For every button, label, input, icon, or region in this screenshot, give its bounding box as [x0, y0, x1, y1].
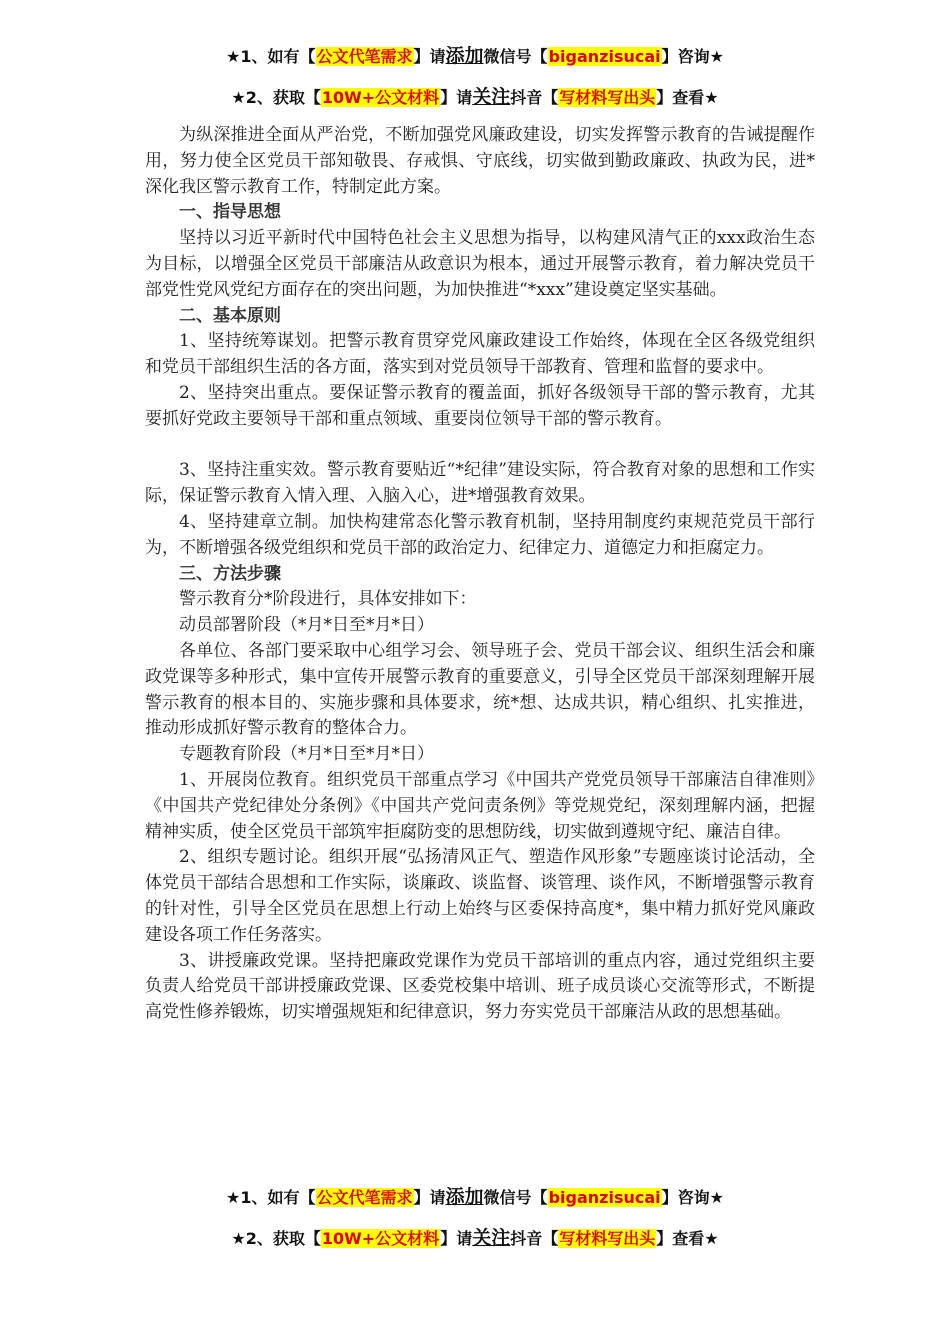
banner-text: ★2、获取【: [231, 88, 321, 107]
wechat-id: biganzisucai: [548, 47, 661, 66]
paragraph: 3、坚持注重实效。警示教育要贴近“*纪律”建设实际，符合教育对象的思想和工作实际，保证警示教育入情入理、入脑入心，进*增强教育效果。: [145, 460, 815, 507]
promo-banner-top-line1: [0, 45, 950, 68]
promo-banner-bottom-line2: [0, 1227, 950, 1250]
paragraph: 坚持以习近平新时代中国特色社会主义思想为指导，以构建风清气正的xxx政治生态为目标，以增强全区党员干部廉洁从政意识为根本，通过开展警示教育，着力解决党员干部党性党风党纪方面存在的突出问题，为加快推进“*xxx”建设奠定坚实基础。: [145, 228, 815, 300]
emphasis-text: 添加: [445, 1186, 484, 1208]
section-heading: 三、方法步骤: [179, 563, 281, 584]
promo-banner-top-line2: [0, 86, 950, 109]
highlight-text: 公文代笔需求: [316, 1188, 413, 1207]
paragraph: 警示教育分*阶段进行，具体安排如下：: [179, 589, 477, 610]
banner-text: 】请: [440, 1229, 473, 1248]
paragraph: 动员部署阶段（*月*日至*月*日）: [179, 615, 434, 636]
paragraph: 2、坚持突出重点。要保证警示教育的覆盖面，抓好各级领导干部的警示教育，尤其要抓好党政主要领导干部和重点领域、重要岗位领导干部的警示教育。: [145, 382, 815, 429]
banner-text: 】查看★: [656, 1229, 719, 1248]
banner-text: 微信号【: [483, 1188, 548, 1207]
banner-text: 】咨询★: [661, 1188, 724, 1207]
paragraph: 1、开展岗位教育。组织党员干部重点学习《中国共产党党员领导干部廉洁自律准则》《中国共产党纪律处分条例》《中国共产党问责条例》等党规党纪，深刻理解内涵，把握精神实质，使全区党员干部筑牢拒腐防变的思想防线，切实做到遵规守纪、廉洁自律。: [145, 769, 815, 842]
banner-text: 】咨询★: [661, 47, 724, 66]
wechat-id: biganzisucai: [548, 1188, 661, 1207]
banner-text: ★2、获取【: [231, 1229, 321, 1248]
highlight-text: 10W+公文材料: [321, 88, 440, 107]
document-body: [145, 123, 815, 1026]
douyin-account: 写材料写出头: [559, 1229, 656, 1248]
douyin-account: 写材料写出头: [559, 88, 656, 107]
banner-text: 】查看★: [656, 88, 719, 107]
paragraph: 专题教育阶段（*月*日至*月*日）: [179, 744, 434, 765]
paragraph: 各单位、各部门要采取中心组学习会、领导班子会、党员干部会议、组织生活会和廉政党课等多种形式，集中宣传开展警示教育的重要意义，引导全区党员干部深刻理解开展警示教育的根本目的、实施步骤和具体要求，统*想、达成共识，精心组织、扎实推进，推动形成抓好警示教育的整体合力。: [145, 640, 815, 739]
paragraph: 1、坚持统筹谋划。把警示教育贯穿党风廉政建设工作始终，体现在全区各级党组织和党员干部组织生活的各方面，落实到对党员领导干部教育、管理和监督的要求中。: [145, 331, 815, 378]
emphasis-text: 关注: [472, 1227, 511, 1249]
banner-text: ★1、如有【: [226, 47, 316, 66]
paragraph: 3、讲授廉政党课。坚持把廉政党课作为党员干部培训的重点内容，通过党组织主要负责人给党员干部讲授廉政党课、区委党校集中培训、班子成员谈心交流等形式，不断提高党性修养锻炼，切实增强规矩和纪律意识，努力夯实党员干部廉洁从政的思想基础。: [145, 950, 815, 1023]
banner-text: 】请: [413, 47, 446, 66]
promo-banner-bottom-line1: [0, 1186, 950, 1209]
emphasis-text: 关注: [472, 86, 511, 108]
banner-text: 微信号【: [483, 47, 548, 66]
section-heading: 一、指导思想: [179, 202, 281, 223]
emphasis-text: 添加: [445, 45, 484, 67]
banner-text: 】请: [413, 1188, 446, 1207]
section-heading: 二、基本原则: [179, 305, 281, 326]
highlight-text: 公文代笔需求: [316, 47, 413, 66]
blank-line: [145, 433, 815, 459]
banner-text: ★1、如有【: [226, 1188, 316, 1207]
banner-text: 抖音【: [510, 1229, 559, 1248]
banner-text: 】请: [440, 88, 473, 107]
banner-text: 抖音【: [510, 88, 559, 107]
intro-paragraph: 为纵深推进全面从严治党，不断加强党风廉政建设，切实发挥警示教育的告诫提醒作用，努力使全区党员干部知敬畏、存戒惧、守底线，切实做到勤政廉政、执政为民，进*深化我区警示教育工作，特制定此方案。: [145, 125, 815, 197]
highlight-text: 10W+公文材料: [321, 1229, 440, 1248]
paragraph: 4、坚持建章立制。加快构建常态化警示教育机制，坚持用制度约束规范党员干部行为，不断增强各级党组织和党员干部的政治定力、纪律定力、道德定力和拒腐定力。: [145, 511, 815, 558]
paragraph: 2、组织专题讨论。组织开展“弘扬清风正气、塑造作风形象”专题座谈讨论活动，全体党员干部结合思想和工作实际，谈廉政、谈监督、谈管理、谈作风，不断增强警示教育的针对性，引导全区党员在思想上行动上始终与区委保持高度*，集中精力抓好党风廉政建设各项工作任务落实。: [145, 847, 815, 945]
